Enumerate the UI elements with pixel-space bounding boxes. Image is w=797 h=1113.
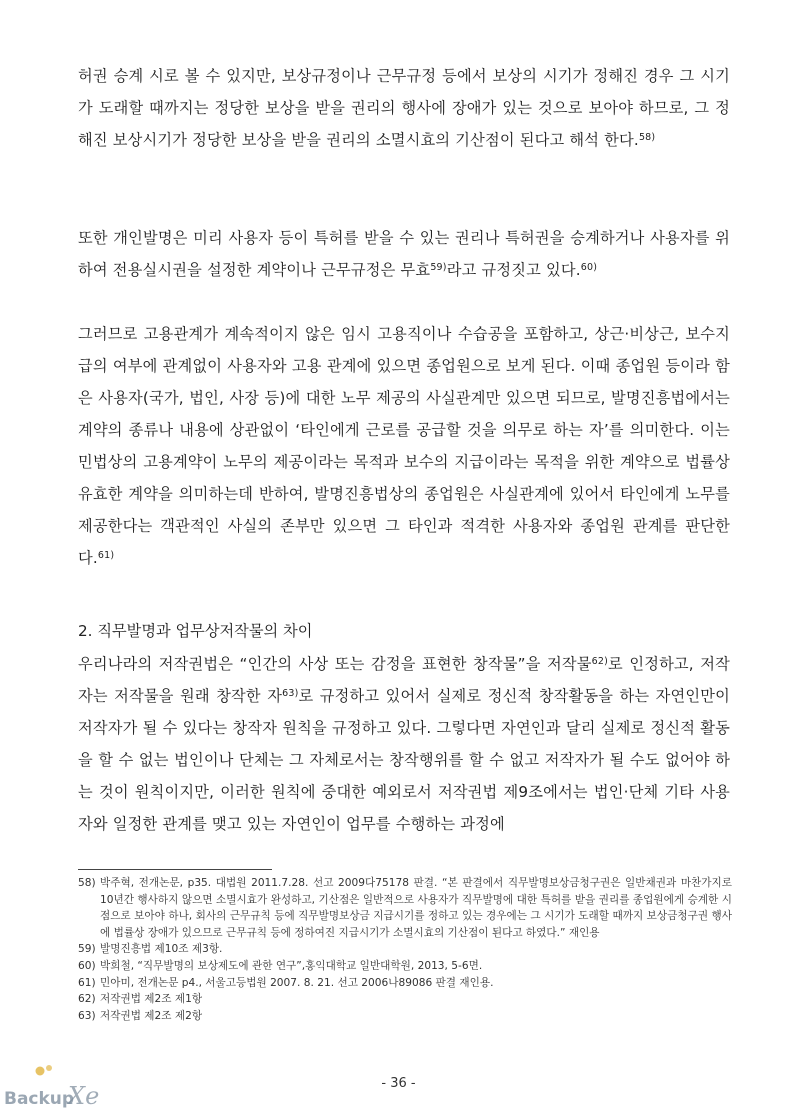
footnote-ref-59[interactable]: 59) bbox=[430, 262, 447, 273]
footnote-ref-60[interactable]: 60) bbox=[580, 262, 598, 273]
footnote-item bbox=[78, 991, 732, 1008]
footnote-item bbox=[78, 958, 732, 975]
paragraph-text: 로 규정하고 있어서 실제로 정신적 창작활동을 하는 자연인만이 저작자가 될 수 있다는 창작자 원칙을 규정하고 있다. 그렇다면 자연인과 달리 실제로 정신적 활동을 할 수 없는 법인이나 단체는 그 자체로서는 창작행위를 할 수 없고 저작자가 될 수도 없어야 하는 것이 원칙이지만, 이러한 원칙에 중대한 예외로서 저작권법 제9조에서는 법인·단체 기타 사용자와 일정한 관계를 맺고 있는 자연인이 업무를 수행하는 과정에 bbox=[78, 687, 730, 833]
body-paragraph-1 bbox=[78, 60, 730, 156]
footnote-number: 61) bbox=[78, 976, 96, 989]
logo-dot-icon bbox=[36, 1067, 45, 1076]
footnote-text: 민아미, 전개논문 p4., 서울고등법원 2007. 8. 21. 선고 2006나89086 판결 재인용. bbox=[100, 976, 494, 989]
footnote-ref-62[interactable]: 62) bbox=[591, 656, 609, 667]
body-paragraph-3 bbox=[78, 318, 730, 574]
paragraph-text: 또한 개인발명은 미리 사용자 등이 특허를 받을 수 있는 권리나 특허권을 승계하거나 사용자를 위하여 전용실시권을 설정한 계약이나 근무규정은 무효 bbox=[78, 229, 730, 279]
watermark-text-xe: Xe bbox=[68, 1082, 100, 1110]
paragraph-text: 허권 승계 시로 볼 수 있지만, 보상규정이나 근무규정 등에서 보상의 시기가 정해진 경우 그 시기가 도래할 때까지는 정당한 보상을 받을 권리의 행사에 장애가 있는 것으로 보아야 하므로, 그 정해진 보상시기가 정당한 보상을 받을 권리의 소멸시효의 기산점이 된다고 해석 한다. bbox=[78, 67, 730, 149]
footnote-text: 저작권법 제2조 제2항 bbox=[100, 1009, 203, 1022]
footnote-number: 58) bbox=[78, 877, 96, 889]
page-number: - 36 - bbox=[381, 1076, 416, 1091]
watermark-text-backup: Backup bbox=[4, 1089, 75, 1109]
footnote-ref-58[interactable]: 58) bbox=[638, 132, 656, 143]
body-paragraph-2 bbox=[78, 222, 730, 286]
paragraph-text: 우리나라의 저작권법은 “인간의 사상 또는 감정을 표현한 창작물”을 저작물 bbox=[78, 655, 592, 673]
footnote-number: 59) bbox=[78, 943, 96, 956]
footnote-item bbox=[78, 975, 732, 992]
paragraph-text: 그러므로 고용관계가 계속적이지 않은 임시 고용직이나 수습공을 포함하고, 상근·비상근, 보수지급의 여부에 관계없이 사용자와 고용 관계에 있으면 종업원으로 보게 된다. 이때 종업원 등이라 함은 사용자(국가, 법인, 사장 등)에 대한 노무 제공의 사실관계만 있으면 되므로, 발명진흥법에서는 계약의 종류나 내용에 상관없이 ‘타인에게 근로를 공급할 것을 의무로 하는 자’를 의미한다. 이는 민법상의 고용계약이 노무의 제공이라는 목적과 보수의 지급이라는 목적을 위한 계약으로 법률상 유효한 계약을 의미하는데 반하여, 발명진흥법상의 종업원은 사실관계에 있어서 타인에게 노무를 제공한다는 객관적인 사실의 존부만 있으면 그 타인과 적격한 사용자와 종업원 관계를 판단한다. bbox=[78, 325, 730, 567]
footnote-item bbox=[78, 875, 732, 941]
section-heading: 2. 직무발명과 업무상저작물의 차이 bbox=[78, 622, 313, 640]
watermark-logo bbox=[2, 1062, 120, 1112]
footnote-text: 박주혁, 전개논문, p35. 대법원 2011.7.28. 선고 2009다75178 판결. “본 판결에서 직무발명보상금청구권은 일반채권과 마찬가지로 10년간 행사하지 않으면 소멸시효가 완성하고, 기산점은 일반적으로 사용자가 직무발명에 대한 특허를 받을 권리를 종업원에게 승계한 시점으로 보아야 하나, 회사의 근무규칙 등에 직무발명보상금 지급시기를 정하고 있는 경우에는 그 시기가 도래할 때까지 보상금청구권 행사에 법률상 장애가 있으므로 근무규칙 등에 정하여진 지급시기가 소멸시효의 기산점이 된다고 하였다.” 재인용 bbox=[100, 877, 732, 939]
footnote-text: 박희철, “직무발명의 보상제도에 관한 연구”,홍익대학교 일반대학원, 2013, 5-6면. bbox=[100, 959, 483, 972]
footnote-item bbox=[78, 1008, 732, 1025]
paragraph-text: 로 인정하고, 저작자는 저작물을 원래 창작한 자 bbox=[78, 655, 730, 705]
footnote-text: 발명진흥법 제10조 제3항. bbox=[100, 943, 223, 956]
footnote-ref-63[interactable]: 63) bbox=[282, 688, 299, 699]
footnote-ref-61[interactable]: 61) bbox=[97, 550, 115, 561]
footnote-item bbox=[78, 941, 732, 958]
body-paragraph-4 bbox=[78, 648, 730, 840]
footnote-divider bbox=[78, 869, 272, 870]
footnotes-section bbox=[78, 875, 732, 1024]
logo-dot-icon bbox=[46, 1065, 52, 1071]
paragraph-text: 라고 규정짓고 있다. bbox=[446, 261, 581, 279]
footnote-number: 60) bbox=[78, 959, 96, 972]
footnote-number: 63) bbox=[78, 1009, 96, 1022]
footnote-number: 62) bbox=[78, 993, 96, 1006]
footnote-text: 저작권법 제2조 제1항 bbox=[100, 993, 203, 1006]
